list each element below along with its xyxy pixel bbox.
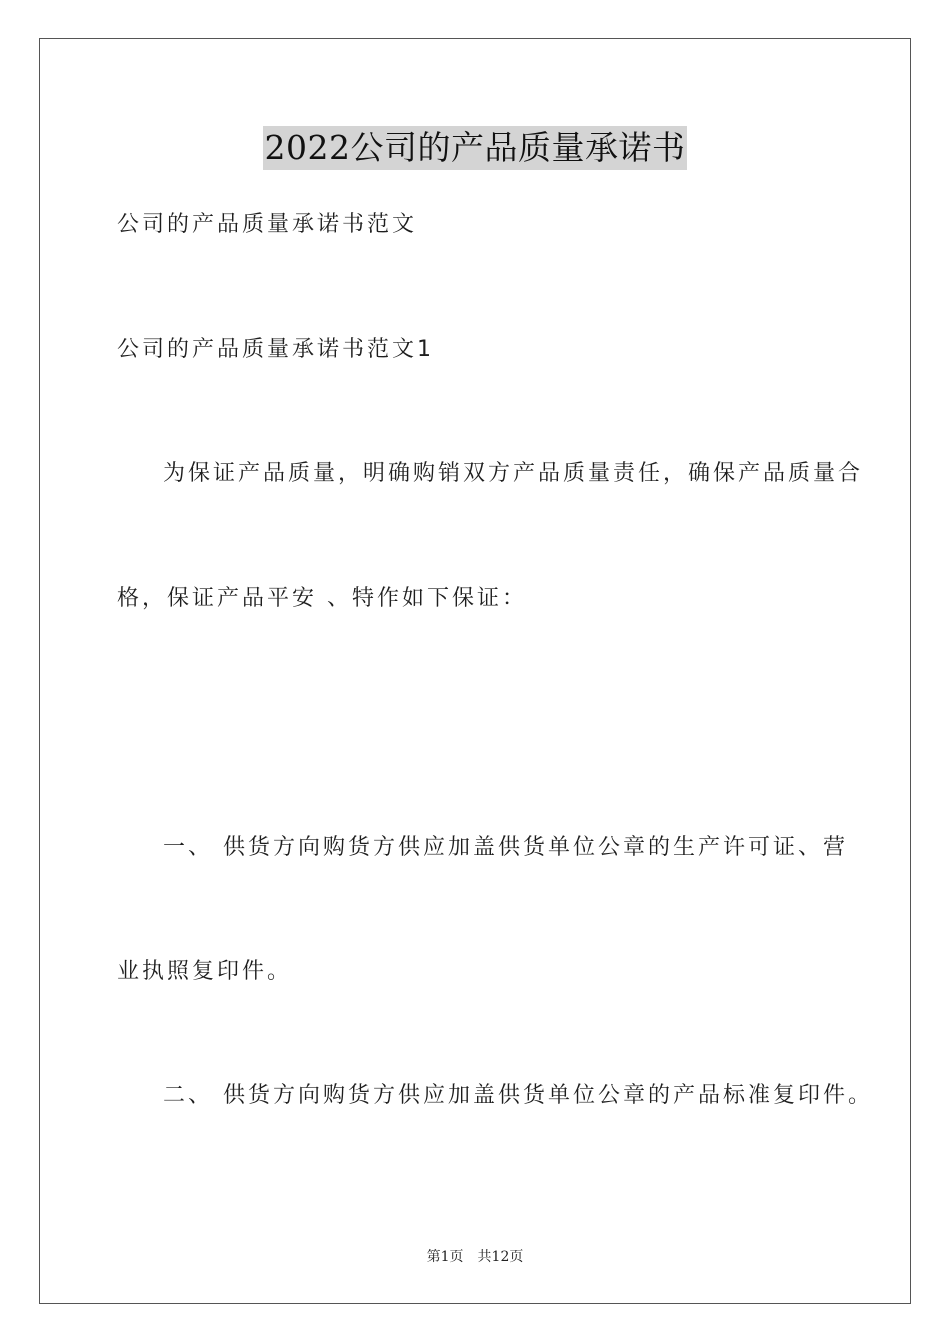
paragraph-line: 业执照复印件。	[117, 959, 293, 984]
page-footer	[0, 1247, 950, 1267]
paragraph-line: 二、 供货方向购货方供应加盖供货单位公章的产品标准复印件。	[163, 1083, 873, 1108]
section-heading: 公司的产品质量承诺书范文1	[117, 337, 434, 362]
paragraph-line: 格，保证产品平安 、特作如下保证：	[117, 586, 527, 611]
document-title: 2022公司的产品质量承诺书	[263, 126, 688, 170]
paragraph-line: 为保证产品质量，明确购销双方产品质量责任，确保产品质量合	[163, 461, 864, 486]
paragraph-line: 一、 供货方向购货方供应加盖供货单位公章的生产许可证、营	[163, 835, 848, 860]
page-number: 第1页	[426, 1249, 464, 1265]
document-subtitle: 公司的产品质量承诺书范文	[117, 212, 418, 237]
title-container	[0, 126, 950, 170]
page-total: 共12页	[477, 1249, 524, 1265]
